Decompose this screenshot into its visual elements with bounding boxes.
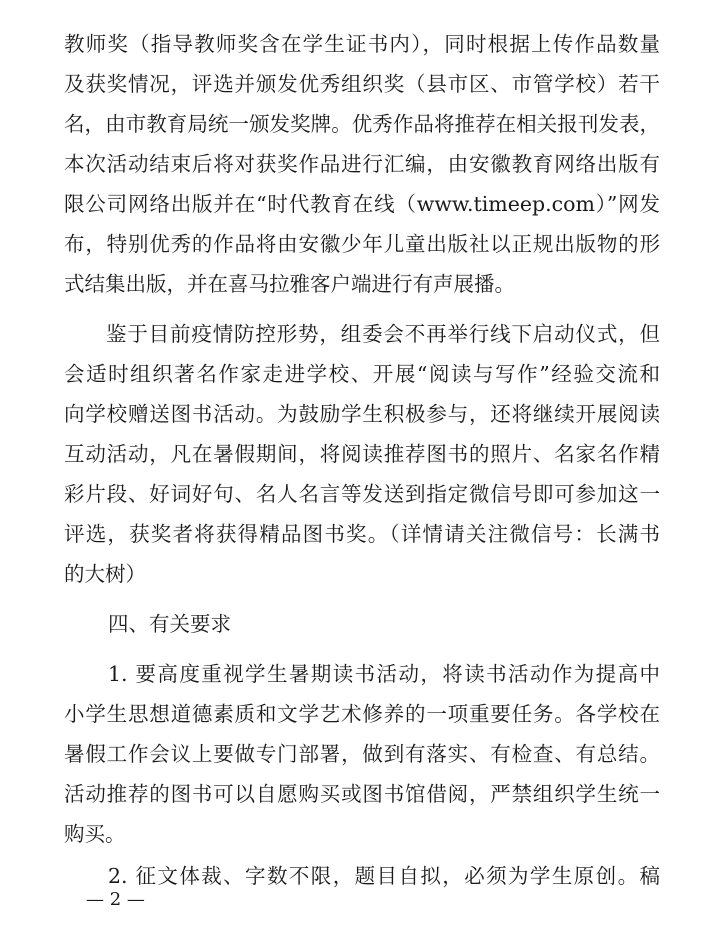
- text-line-4: 本次活动结束后将对获奖作品进行汇编，由安徽教育网络出版有: [64, 152, 660, 176]
- text-line-14: 的大树）: [64, 562, 146, 586]
- text-line-17: 小学生思想道德素质和文学艺术修养的一项重要任务。各学校在: [64, 702, 660, 726]
- page-number: — 2 —: [86, 889, 145, 910]
- text-line-1: 教师奖（指导教师奖含在学生证书内），同时根据上传作品数量: [64, 32, 660, 56]
- text-line-18: 暑假工作会议上要做专门部署，做到有落实、有检查、有总结。: [64, 742, 660, 766]
- text-line-11: 互动活动，凡在暑假期间，将阅读推荐图书的照片、名家名作精: [64, 442, 660, 466]
- item-1-first-line: 1. 要高度重视学生暑期读书活动，将读书活动作为提高中: [108, 662, 660, 686]
- text-line-19: 活动推荐的图书可以自愿购买或图书馆借阅，严禁组织学生统一: [64, 782, 660, 806]
- item-2-first-line: 2. 征文体裁、字数不限，题目自拟，必须为学生原创。稿: [108, 864, 660, 888]
- text-line-5: 限公司网络出版并在“时代教育在线（www.timeep.com）”网发: [64, 192, 660, 216]
- text-line-2: 及获奖情况，评选并颁发优秀组织奖（县市区、市管学校）若干: [64, 72, 660, 96]
- text-line-13: 评选，获奖者将获得精品图书奖。（详情请关注微信号：长满书: [64, 522, 660, 546]
- text-line-7: 式结集出版，并在喜马拉雅客户端进行有声展播。: [64, 272, 515, 296]
- text-line-12: 彩片段、好词好句、名人名言等发送到指定微信号即可参加这一: [64, 482, 660, 506]
- section-heading: 四、有关要求: [108, 612, 231, 636]
- text-line-10: 向学校赠送图书活动。为鼓励学生积极参与，还将继续开展阅读: [64, 402, 660, 426]
- text-line-9: 会适时组织著名作家走进学校、开展“阅读与写作”经验交流和: [64, 362, 660, 386]
- text-line-3: 名，由市教育局统一颁发奖牌。优秀作品将推荐在相关报刊发表，: [64, 112, 660, 136]
- text-line-20: 购买。: [64, 822, 126, 846]
- text-line-6: 布，特别优秀的作品将由安徽少年儿童出版社以正规出版物的形: [64, 232, 660, 256]
- paragraph-2-first-line: 鉴于目前疫情防控形势，组委会不再举行线下启动仪式，但: [106, 322, 660, 346]
